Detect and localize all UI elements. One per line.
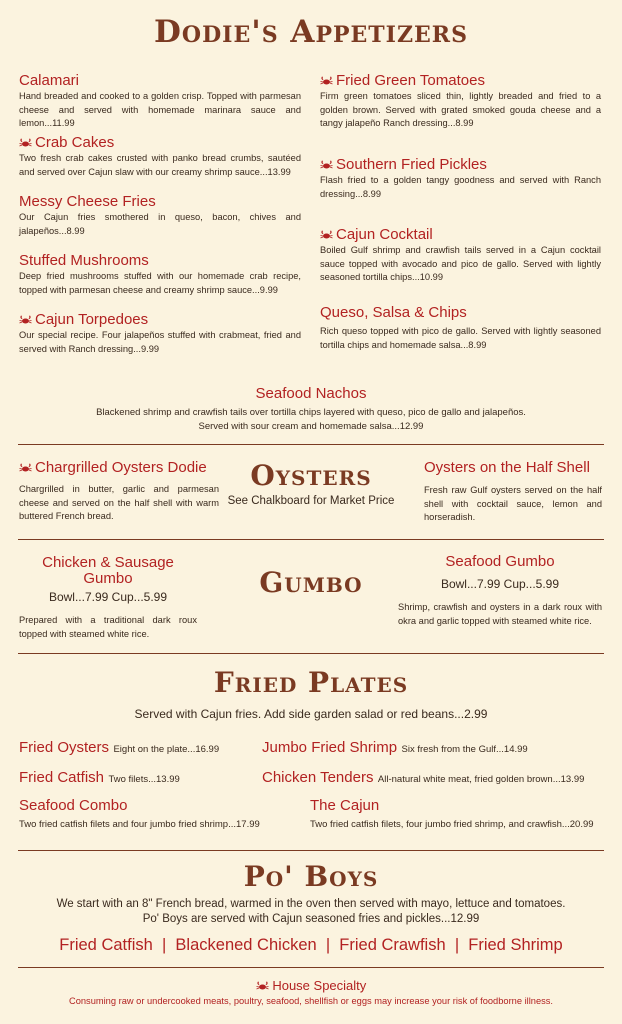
fried-item: [19, 739, 219, 757]
item-description: Blackened shrimp and crawfish tails over tortilla chips layered with queso, pico de gallo and jalapeños.: [96, 407, 526, 418]
item-name: Stuffed Mushrooms: [19, 252, 149, 269]
divider: [18, 539, 604, 540]
item-description: Deep fried mushrooms stuffed with our homemade crab recipe, topped with parmesan cheese and creamy shrimp sauce...9.99: [19, 271, 301, 295]
item-name: Calamari: [19, 72, 80, 89]
menu-item: [320, 72, 601, 156]
item-name: Cajun Torpedoes: [35, 311, 149, 328]
nachos-section: [20, 385, 602, 434]
appetizers-left-column: [19, 72, 301, 356]
item-name: Seafood Nachos: [255, 385, 367, 402]
poboys-description: Po' Boys are served with Cajun seasoned fries and pickles...12.99: [142, 913, 480, 925]
item-name: Messy Cheese Fries: [19, 193, 156, 210]
legend-label: House Specialty: [272, 978, 367, 993]
section-subtitle: See Chalkboard for Market Price: [227, 495, 395, 507]
menu-item: [320, 156, 601, 226]
crab-icon: [320, 75, 333, 86]
item-description: Two fresh crab cakes crusted with panko bread crumbs, sautéed and served over Cajun slaw with our creamy shrimp sauce...13.99: [19, 153, 301, 177]
item-description: Boiled Gulf shrimp and crawfish tails served in a Cajun cocktail sauce topped with avocado and pico de gallo. Served with lightly seasoned tortilla chips...10.99: [320, 245, 601, 282]
item-description: Eight on the plate...16.99: [113, 744, 220, 755]
section-title: Oysters: [250, 459, 372, 492]
item-description: Two fried catfish filets and four jumbo fried shrimp...17.99: [19, 819, 260, 830]
item-description: Our Cajun fries smothered in queso, bacon, chives and jalapeños...8.99: [19, 212, 301, 236]
crab-icon: [19, 137, 32, 148]
divider: [18, 444, 604, 445]
menu-item: [19, 72, 301, 134]
item-name: Fried Oysters: [19, 739, 110, 756]
item-name: Gumbo: [83, 570, 133, 587]
fried-item: [262, 769, 584, 787]
menu-item: [19, 193, 301, 252]
section-subtitle: Served with Cajun fries. Add side garden salad or red beans...2.99: [134, 707, 488, 721]
item-description: Prepared with a traditional dark roux topped with steamed white rice.: [19, 615, 197, 639]
oysters-heading: [218, 459, 404, 507]
item-price: Bowl...7.99 Cup...5.99: [440, 577, 560, 591]
item-name: Crab Cakes: [35, 134, 115, 151]
fried-item: [19, 797, 260, 830]
poboys-description: We start with an 8" French bread, warmed in the oven then served with mayo, lettuce and tomatoes.: [56, 898, 566, 910]
appetizers-right-column: [320, 72, 601, 352]
item-description: Flash fried to a golden tangy goodness and served with Ranch dressing...8.99: [320, 175, 601, 199]
item-price: Bowl...7.99 Cup...5.99: [48, 590, 168, 604]
crab-icon: [320, 159, 333, 170]
item-name: Cajun Cocktail: [336, 226, 433, 243]
poboys-types: Fried Catfish | Blackened Chicken | Fried Crawfish | Fried Shrimp: [59, 936, 563, 954]
divider: [18, 653, 604, 654]
divider: [18, 850, 604, 851]
item-description: Two fried catfish filets, four jumbo fried shrimp, and crawfish...20.99: [310, 819, 594, 830]
fried-item: [310, 797, 594, 830]
item-name: Seafood Combo: [19, 797, 128, 814]
page-title: Dodie's Appetizers: [154, 14, 468, 50]
health-warning: Consuming raw or undercooked meats, poultry, seafood, shellfish or eggs may increase your risk of foodborne illness.: [68, 996, 554, 1006]
menu-item: [19, 311, 301, 356]
item-name: The Cajun: [310, 797, 380, 814]
gumbo-item-right: [398, 553, 602, 628]
item-name: Chicken Tenders: [262, 769, 374, 786]
item-name: Chargrilled Oysters Dodie: [35, 459, 207, 476]
item-name: Chicken & Sausage: [42, 554, 174, 571]
item-description: Shrimp, crawfish and oysters in a dark roux with okra and garlic topped with steamed white rice.: [398, 602, 602, 626]
item-name: Queso, Salsa & Chips: [320, 304, 467, 321]
section-title: Gumbo: [259, 566, 363, 599]
item-description: Served with sour cream and homemade salsa...12.99: [198, 421, 424, 432]
menu-item: [19, 134, 301, 193]
oyster-item-left: [19, 459, 219, 524]
legend: [0, 978, 622, 993]
item-description: Fresh raw Gulf oysters served on the half shell with cocktail sauce, lemon and horseradish.: [424, 485, 602, 522]
item-description: Chargrilled in butter, garlic and parmesan cheese and served on the half shell with warm buttered French bread.: [19, 484, 219, 521]
section-title: Po' Boys: [243, 860, 379, 893]
item-description: Firm green tomatoes sliced thin, lightly breaded and fried to a golden brown. Served with grated smoked gouda cheese and a tangy jalapeño Ranch dressing...8.99: [320, 91, 601, 128]
crab-icon: [19, 314, 32, 325]
item-name: Southern Fried Pickles: [336, 156, 487, 173]
item-description: Two filets...13.99: [108, 774, 180, 785]
item-description: Our special recipe. Four jalapeños stuffed with crabmeat, fried and served with Ranch dressing...9.99: [19, 330, 301, 354]
item-description: Rich queso topped with pico de gallo. Served with lightly seasoned tortilla chips and homemade salsa...8.99: [320, 326, 601, 350]
item-description: Six fresh from the Gulf...14.99: [401, 744, 528, 755]
crab-icon: [19, 462, 32, 473]
fried-item: [262, 739, 528, 757]
item-name: Fried Catfish: [19, 769, 105, 786]
menu-item: [19, 252, 301, 311]
menu-item: [320, 226, 601, 304]
divider: [18, 967, 604, 968]
fried-item: [19, 769, 180, 787]
gumbo-item-left: [19, 555, 197, 641]
oyster-item-right: [424, 459, 602, 525]
item-description: All-natural white meat, fried golden brown...13.99: [377, 774, 585, 785]
section-title: Fried Plates: [213, 666, 409, 699]
item-name: Seafood Gumbo: [445, 553, 555, 570]
item-name: Fried Green Tomatoes: [336, 72, 485, 89]
crab-icon: [256, 980, 269, 991]
item-description: Hand breaded and cooked to a golden crisp. Topped with parmesan cheese and served with homemade marinara sauce and lemon...11.99: [19, 91, 301, 128]
menu-item: [320, 304, 601, 352]
item-name: Jumbo Fried Shrimp: [262, 739, 398, 756]
item-name: Oysters on the Half Shell: [424, 459, 590, 476]
crab-icon: [320, 229, 333, 240]
